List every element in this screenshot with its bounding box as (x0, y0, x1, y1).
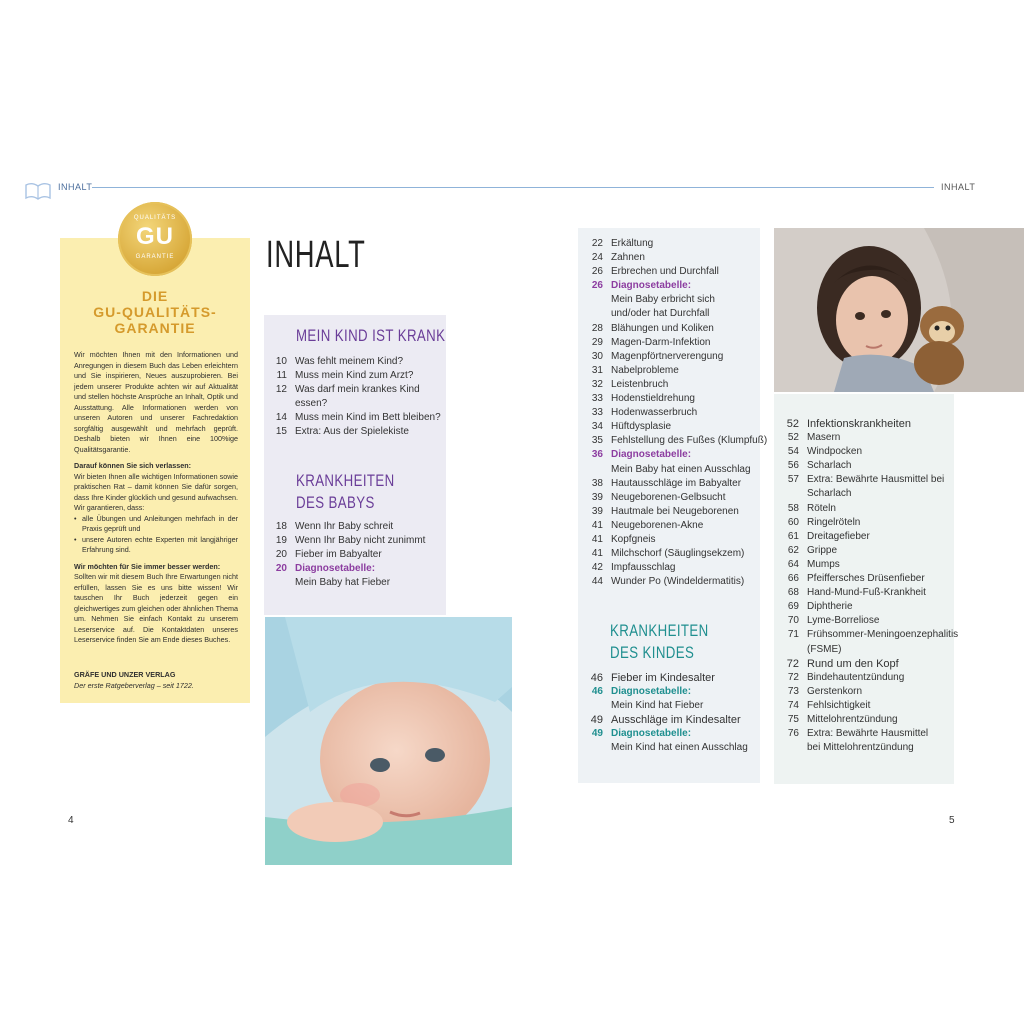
toc-page-number: 41 (591, 533, 603, 545)
guarantee-text (74, 350, 238, 646)
toc-entry-title: Röteln (807, 502, 836, 514)
toc-entry-title: Mein Kind hat einen Ausschlag (611, 742, 748, 754)
toc-page-number: 71 (787, 629, 799, 641)
toc-entry-title: Magen-Darm-Infektion (611, 336, 711, 348)
toc-entry (782, 473, 962, 487)
toc-entry (782, 445, 962, 459)
header-right-label: INHALT (941, 182, 976, 192)
toc-entry (586, 463, 766, 477)
toc-page-number: 60 (787, 516, 799, 528)
toc-page-number (782, 741, 799, 755)
guarantee-paragraph: Wir möchten Ihnen mit den Informationen und Anregungen in diesem Buch das Leben erleichtern und Sie inspirieren, Neues auszuprobieren. Bei jedem unserer Produkte achten wir auf Aktualität und stellen höchste Ansprüche an Inhalt, Optik und Ausstattung. Alle Informationen werden von unseren Autoren und unserer Fachredaktion sorgfältig ausgewählt und mehrfach geprüft. Deshalb bieten wir Ihnen eine 100%ige Qualitätsgarantie. (74, 350, 238, 454)
toc-entry (586, 505, 766, 519)
baby-photo (265, 617, 512, 865)
toc-entry-title: Erbrechen und Durchfall (611, 266, 719, 278)
toc-entry (270, 397, 446, 411)
toc-entry-title: Neugeborenen-Akne (611, 519, 704, 531)
toc-page-number: 56 (787, 460, 799, 472)
section-heading-babys (296, 470, 395, 514)
toc-entry-title: Mein Kind hat Fieber (611, 700, 704, 712)
toc-page-number: 76 (787, 728, 799, 740)
toc-entry (586, 533, 766, 547)
toc-entry-title: Fehlsichtigkeit (807, 699, 871, 711)
toc-page-number: 20 (275, 549, 287, 561)
toc-entry (586, 699, 766, 713)
toc-page-number: 49 (590, 714, 603, 727)
toc-entry-title: Grippe (807, 544, 838, 556)
toc-entry-title: und/oder hat Durchfall (611, 308, 710, 320)
toc-entry-title: essen? (295, 398, 328, 410)
toc-entry-title: Hand-Mund-Fuß-Krankheit (807, 587, 926, 599)
toc-entry (782, 685, 962, 699)
toc-entry-title: Fieber im Babyalter (295, 549, 382, 561)
toc-page-number: 52 (787, 432, 799, 444)
toc-entry (270, 355, 446, 369)
toc-entry-title: Diagnosetabelle: (611, 449, 692, 461)
toc-page-number: 44 (591, 576, 603, 588)
section-heading-line: KRANKHEITEN (296, 471, 395, 490)
toc-list-babys (270, 520, 446, 590)
toc-entry-title: Kopfgneis (611, 533, 656, 545)
toc-entry (586, 322, 766, 336)
toc-entry-title: Muss mein Kind zum Arzt? (295, 370, 414, 382)
toc-page-number: 20 (275, 563, 287, 575)
toc-entry (270, 383, 446, 397)
toc-page-number: 68 (787, 587, 799, 599)
toc-entry (586, 350, 766, 364)
toc-entry (782, 572, 962, 586)
toc-entry-title: Gerstenkorn (807, 685, 863, 697)
toc-entry-title: Diagnosetabelle: (611, 280, 692, 292)
toc-entry-title: Wunder Po (Windeldermatitis) (611, 576, 745, 588)
toc-page-number: 19 (275, 535, 287, 547)
toc-entry (586, 406, 766, 420)
section-heading-krank: MEIN KIND IST KRANK (296, 326, 446, 345)
toc-entry (586, 336, 766, 350)
toc-entry (586, 491, 766, 505)
toc-page-number: 24 (591, 252, 603, 264)
toc-entry (586, 279, 766, 293)
section-heading-line: DES KINDES (610, 643, 695, 662)
toc-entry-title: (FSME) (807, 643, 842, 655)
toc-entry-title: Windpocken (807, 446, 863, 458)
toc-entry-title: Magenpförtnerverengung (611, 350, 724, 362)
toc-page-number: 54 (787, 446, 799, 458)
toc-entry (586, 420, 766, 434)
toc-entry (782, 643, 962, 657)
seal-bottom-text: GARANTIE (135, 254, 175, 260)
toc-entry (782, 431, 962, 445)
toc-entry (782, 502, 962, 516)
toc-page-number: 69 (787, 601, 799, 613)
toc-page-number: 36 (591, 449, 603, 461)
toc-page-number: 18 (275, 521, 287, 532)
toc-page-number: 57 (787, 474, 799, 486)
toc-entry-title: Fieber im Kindesalter (611, 672, 715, 684)
toc-entry (782, 657, 962, 671)
toc-entry (782, 558, 962, 572)
toc-page-number: 41 (591, 548, 603, 560)
toc-entry (782, 671, 962, 685)
guarantee-paragraph: Sollten wir mit diesem Buch Ihre Erwartungen nicht erfüllen, lassen Sie es uns bitte wissen! Wir tauschen Ihr Buch jederzeit gegen ein gleichwertiges zum gleichen oder ähnlichen Thema um. Nehmen Sie einfach Kontakt zu unserem Leserservice auf. Die Kontaktdaten unseres Leserservice finden Sie am Ende dieses Buches. (74, 572, 238, 644)
toc-page-number (782, 487, 799, 501)
toc-page-number: 42 (591, 562, 603, 574)
toc-entry (782, 530, 962, 544)
toc-page-number (270, 397, 287, 411)
toc-entry-title: Blähungen und Koliken (611, 322, 714, 334)
section-heading-kindes (610, 620, 709, 664)
toc-entry (782, 487, 962, 501)
toc-entry-title: Diagnosetabelle: (611, 728, 692, 740)
toc-page-number: 58 (787, 502, 799, 514)
toc-entry-title: Erkältung (611, 238, 654, 249)
toc-page-number: 26 (591, 280, 603, 292)
toc-list-krank (270, 355, 446, 440)
toc-page-number: 11 (276, 370, 287, 382)
toc-entry-title: Rund um den Kopf (807, 657, 899, 670)
toc-entry (586, 477, 766, 491)
toc-entry (270, 369, 446, 383)
toc-entry (586, 547, 766, 561)
toc-page-number: 52 (786, 418, 799, 430)
toc-page-number: 72 (786, 657, 799, 670)
toc-page-number: 14 (275, 412, 287, 424)
page-title: INHALT (266, 234, 366, 276)
toc-entry-title: Diphtherie (807, 601, 853, 613)
toc-entry-title: Ringelröteln (807, 516, 861, 528)
toc-entry (782, 544, 962, 558)
toc-entry (586, 685, 766, 699)
child-photo (774, 228, 1024, 392)
toc-page-number: 33 (591, 393, 603, 405)
toc-page-number: 33 (591, 407, 603, 419)
seal-mid-text: GU (136, 223, 174, 250)
toc-entry-title: Neugeborenen-Gelbsucht (611, 491, 726, 503)
toc-entry (782, 614, 962, 628)
toc-entry-title: Fehlstellung des Fußes (Klumpfuß) (611, 435, 768, 447)
toc-page-number: 35 (591, 435, 603, 447)
toc-list-middle (586, 237, 766, 589)
toc-entry (586, 519, 766, 533)
guarantee-subhead: Darauf können Sie sich verlassen: (74, 461, 192, 470)
guarantee-paragraph: Wir bieten Ihnen alle wichtigen Informationen sowie praktischen Rat – damit können Sie dafür sorgen, dass Ihre Kinder glücklich und gesund aufwachsen. Wir garantieren, dass: (74, 471, 238, 512)
toc-entry-title: Scharlach (807, 488, 852, 500)
toc-entry-title: Hautmale bei Neugeborenen (611, 505, 739, 517)
guarantee-bullet: • unsere Autoren echte Experten mit langjähriger Erfahrung sind. (74, 535, 238, 556)
toc-entry (782, 713, 962, 727)
toc-entry-title: Wenn Ihr Baby nicht zunimmt (295, 535, 426, 547)
publisher-motto: Der erste Ratgeberverlag – seit 1722. (74, 681, 194, 690)
toc-page-number: 61 (787, 530, 799, 542)
toc-entry-title: Lyme-Borreliose (807, 615, 880, 627)
toc-page-number: 26 (591, 266, 603, 278)
toc-entry (782, 727, 962, 741)
toc-entry-title: Mein Baby hat Fieber (295, 577, 391, 589)
guarantee-subhead: Wir möchten für Sie immer besser werden: (74, 561, 221, 571)
toc-entry (586, 364, 766, 378)
toc-page-number: 64 (787, 558, 799, 570)
gu-seal-logo (118, 202, 192, 276)
toc-entry-title: Masern (807, 432, 841, 444)
toc-entry (782, 586, 962, 600)
toc-entry-title: Milchschorf (Säuglingsekzem) (611, 548, 745, 560)
toc-entry (586, 251, 766, 265)
toc-entry-title: Leistenbruch (611, 378, 669, 390)
toc-page-number: 15 (275, 426, 287, 438)
guarantee-bullet: • alle Übungen und Anleitungen mehrfach in der Praxis geprüft und (74, 514, 238, 535)
guarantee-bullets (74, 514, 238, 556)
toc-entry-title: bei Mittelohrentzündung (807, 742, 914, 754)
toc-page-number: 49 (591, 728, 603, 740)
toc-entry (586, 575, 766, 589)
toc-entry-title: Hüftdysplasie (611, 421, 672, 433)
toc-entry-title: Pfeiffersches Drüsenfieber (807, 573, 925, 585)
toc-entry (782, 699, 962, 713)
toc-page-number: 29 (591, 336, 603, 348)
toc-page-number (586, 293, 603, 307)
toc-page-number: 10 (275, 356, 287, 367)
toc-page-number: 46 (591, 686, 603, 698)
toc-entry (586, 307, 766, 321)
toc-page-number: 74 (787, 699, 799, 711)
toc-entry (586, 448, 766, 462)
toc-entry (586, 378, 766, 392)
toc-page-number (586, 307, 603, 321)
toc-entry (270, 576, 446, 590)
header-rule (92, 187, 934, 188)
toc-entry (782, 600, 962, 614)
toc-entry-title: Ausschläge im Kindesalter (611, 714, 741, 727)
toc-page-number (586, 463, 603, 477)
page-number-right: 5 (949, 815, 955, 826)
toc-entry-title: Mumps (807, 558, 840, 570)
toc-entry-title: Bindehautentzündung (807, 671, 905, 683)
toc-entry (586, 727, 766, 741)
toc-entry-title: Muss mein Kind im Bett bleiben? (295, 412, 441, 424)
toc-entry (586, 713, 766, 727)
toc-page-number: 31 (591, 364, 603, 376)
toc-page-number (270, 576, 287, 590)
toc-entry (270, 411, 446, 425)
guarantee-title-line: GARANTIE (114, 320, 196, 336)
toc-page-number: 41 (591, 519, 603, 531)
header-left-label: INHALT (58, 182, 93, 192)
toc-list-kindes (586, 671, 766, 756)
seal-top-text: QUALITÄTS (133, 215, 177, 221)
toc-page-number: 70 (787, 615, 799, 627)
toc-entry-title: Impfausschlag (611, 562, 676, 574)
toc-entry (270, 562, 446, 576)
guarantee-title-line: GU-QUALITÄTS- (93, 304, 217, 320)
toc-entry-title: Hodenstieldrehung (611, 393, 695, 405)
toc-page-number: 22 (591, 238, 603, 249)
section-heading-line: KRANKHEITEN (610, 621, 709, 640)
toc-entry-title: Mein Baby erbricht sich (611, 294, 715, 306)
section-heading-line: DES BABYS (296, 493, 375, 512)
toc-entry (782, 628, 962, 642)
toc-entry-title: Extra: Bewährte Hausmittel bei (807, 474, 945, 486)
toc-entry-title: Was fehlt meinem Kind? (295, 356, 404, 367)
toc-entry (270, 520, 446, 534)
toc-entry-title: Diagnosetabelle: (295, 563, 376, 575)
toc-entry (586, 392, 766, 406)
toc-entry (586, 265, 766, 279)
toc-entry (270, 534, 446, 548)
toc-entry (586, 293, 766, 307)
toc-entry-title: Infektionskrankheiten (807, 418, 911, 430)
toc-entry (586, 671, 766, 685)
toc-page-number: 32 (591, 378, 603, 390)
toc-page-number: 46 (590, 672, 603, 684)
toc-entry (782, 741, 962, 755)
toc-entry (586, 434, 766, 448)
toc-page-number: 12 (275, 384, 287, 396)
toc-entry-title: Dreitagefieber (807, 530, 870, 542)
toc-page-number: 34 (591, 421, 603, 433)
toc-page-number (586, 699, 603, 713)
toc-entry-title: Hodenwasserbruch (611, 407, 698, 419)
toc-entry-title: Nabelprobleme (611, 364, 679, 376)
toc-entry-title: Extra: Bewährte Hausmittel (807, 728, 929, 740)
page-number-left: 4 (68, 815, 74, 826)
toc-page-number: 72 (787, 671, 799, 683)
toc-entry (586, 561, 766, 575)
toc-page-number: 38 (591, 477, 603, 489)
toc-entry-title: Mein Baby hat einen Ausschlag (611, 463, 751, 475)
toc-entry (586, 237, 766, 251)
toc-entry-title: Frühsommer-Meningoenzephalitis (807, 629, 959, 641)
toc-page-number: 66 (787, 573, 799, 585)
book-icon (24, 181, 52, 201)
toc-list-right (782, 417, 962, 755)
toc-page-number: 28 (591, 322, 603, 334)
toc-entry (782, 516, 962, 530)
toc-entry (782, 417, 962, 431)
toc-page-number: 73 (787, 685, 799, 697)
toc-entry (270, 548, 446, 562)
toc-entry-title: Was darf mein krankes Kind (295, 384, 420, 396)
guarantee-title (60, 288, 250, 336)
toc-entry-title: Mittelohrentzündung (807, 713, 898, 725)
toc-entry (782, 459, 962, 473)
toc-entry-title: Scharlach (807, 460, 852, 472)
toc-entry-title: Hautausschläge im Babyalter (611, 477, 742, 489)
toc-page-number (586, 741, 603, 755)
toc-page-number: 62 (787, 544, 799, 556)
toc-entry-title: Wenn Ihr Baby schreit (295, 521, 394, 532)
toc-entry-title: Diagnosetabelle: (611, 686, 692, 698)
toc-page-number: 30 (591, 350, 603, 362)
toc-entry-title: Extra: Aus der Spielekiste (295, 426, 409, 438)
publisher-name: GRÄFE UND UNZER VERLAG (74, 670, 176, 679)
toc-entry-title: Zahnen (611, 252, 645, 264)
toc-entry (270, 425, 446, 439)
toc-page-number: 39 (591, 505, 603, 517)
toc-page-number: 39 (591, 491, 603, 503)
toc-page-number (782, 643, 799, 657)
guarantee-title-line: DIE (141, 288, 169, 304)
toc-page-number: 75 (787, 713, 799, 725)
toc-entry (586, 741, 766, 755)
